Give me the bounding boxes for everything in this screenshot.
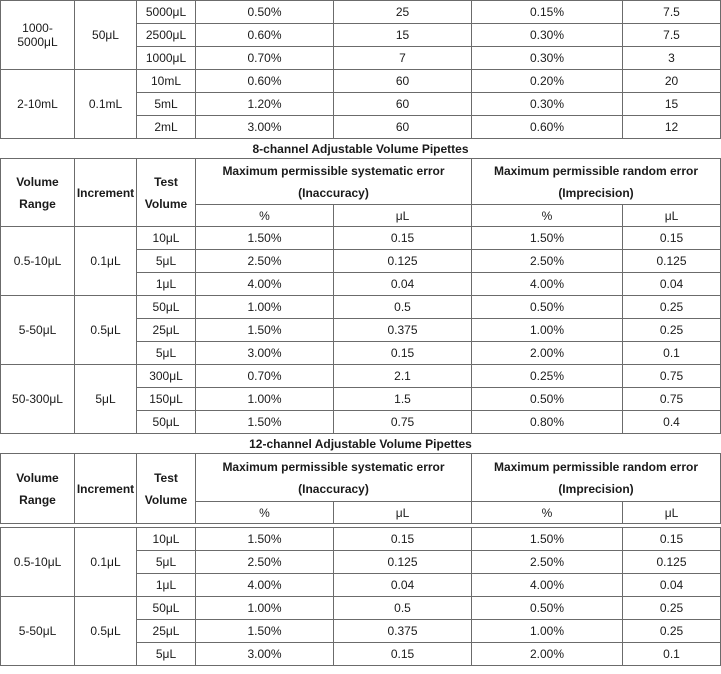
random-ul-cell: 0.1 (623, 643, 721, 666)
volume-range-cell: 0.5-10μL (1, 528, 75, 597)
random-percent-cell: 0.20% (472, 70, 623, 93)
systematic-ul-cell: 25 (334, 1, 472, 24)
section-title-row (1, 434, 721, 454)
random-ul-cell: 0.25 (623, 296, 721, 319)
random-percent-cell: 1.00% (472, 319, 623, 342)
test-volume-cell: 5μL (137, 551, 196, 574)
percent-unit-header: % (472, 205, 623, 227)
ul-unit-header: μL (623, 502, 721, 524)
increment-cell: 50μL (75, 1, 137, 70)
systematic-error-header: Maximum permissible systematic error (Inaccuracy) (196, 454, 472, 502)
random-ul-cell: 15 (623, 93, 721, 116)
systematic-ul-cell: 0.15 (334, 643, 472, 666)
systematic-ul-cell: 60 (334, 93, 472, 116)
ul-unit-header: μL (334, 502, 472, 524)
test-volume-cell: 5μL (137, 342, 196, 365)
systematic-percent-cell: 1.50% (196, 227, 334, 250)
test-volume-cell: 150μL (137, 388, 196, 411)
systematic-percent-cell: 3.00% (196, 116, 334, 139)
random-percent-cell: 4.00% (472, 574, 623, 597)
systematic-ul-cell: 0.125 (334, 551, 472, 574)
systematic-percent-cell: 1.00% (196, 597, 334, 620)
increment-cell: 0.1μL (75, 227, 137, 296)
test-volume-cell: 10μL (137, 227, 196, 250)
random-ul-cell: 0.125 (623, 551, 721, 574)
test-volume-header: Test Volume (137, 454, 196, 524)
random-ul-cell: 0.15 (623, 528, 721, 551)
table-row (1, 1, 721, 24)
systematic-percent-cell: 1.50% (196, 620, 334, 643)
random-ul-cell: 7.5 (623, 1, 721, 24)
section-title-row (1, 139, 721, 159)
systematic-ul-cell: 0.5 (334, 296, 472, 319)
increment-cell: 0.1mL (75, 70, 137, 139)
random-ul-cell: 20 (623, 70, 721, 93)
random-ul-cell: 7.5 (623, 24, 721, 47)
ul-unit-header: μL (334, 205, 472, 227)
systematic-ul-cell: 15 (334, 24, 472, 47)
systematic-percent-cell: 4.00% (196, 574, 334, 597)
test-volume-cell: 2mL (137, 116, 196, 139)
volume-range-cell: 5-50μL (1, 597, 75, 666)
percent-unit-header: % (196, 205, 334, 227)
test-volume-cell: 50μL (137, 411, 196, 434)
random-ul-cell: 0.25 (623, 620, 721, 643)
increment-cell: 5μL (75, 365, 137, 434)
test-volume-cell: 10mL (137, 70, 196, 93)
random-percent-cell: 2.50% (472, 551, 623, 574)
random-percent-cell: 2.50% (472, 250, 623, 273)
random-ul-cell: 0.04 (623, 273, 721, 296)
random-error-header: Maximum permissible random error (Imprecision) (472, 159, 721, 205)
systematic-percent-cell: 3.00% (196, 342, 334, 365)
test-volume-cell: 50μL (137, 296, 196, 319)
test-volume-cell: 1μL (137, 574, 196, 597)
systematic-ul-cell: 60 (334, 70, 472, 93)
random-ul-cell: 0.04 (623, 574, 721, 597)
systematic-ul-cell: 0.15 (334, 227, 472, 250)
table-row (1, 597, 721, 620)
random-percent-cell: 1.00% (472, 620, 623, 643)
random-ul-cell: 0.125 (623, 250, 721, 273)
systematic-ul-cell: 0.75 (334, 411, 472, 434)
random-ul-cell: 0.75 (623, 365, 721, 388)
systematic-ul-cell: 1.5 (334, 388, 472, 411)
volume-range-cell: 1000- 5000μL (1, 1, 75, 70)
random-percent-cell: 0.60% (472, 116, 623, 139)
table-body (1, 1, 721, 666)
systematic-percent-cell: 0.60% (196, 70, 334, 93)
volume-range-header: Volume Range (1, 454, 75, 524)
systematic-error-header: Maximum permissible systematic error (Inaccuracy) (196, 159, 472, 205)
systematic-percent-cell: 1.00% (196, 388, 334, 411)
systematic-ul-cell: 0.5 (334, 597, 472, 620)
section-title: 12-channel Adjustable Volume Pipettes (1, 434, 721, 454)
random-percent-cell: 0.50% (472, 388, 623, 411)
systematic-percent-cell: 0.50% (196, 1, 334, 24)
table-row (1, 70, 721, 93)
volume-range-cell: 5-50μL (1, 296, 75, 365)
systematic-ul-cell: 7 (334, 47, 472, 70)
systematic-ul-cell: 0.375 (334, 620, 472, 643)
increment-header: Increment (75, 159, 137, 227)
systematic-percent-cell: 0.60% (196, 24, 334, 47)
systematic-percent-cell: 4.00% (196, 273, 334, 296)
random-ul-cell: 0.75 (623, 388, 721, 411)
test-volume-cell: 25μL (137, 319, 196, 342)
systematic-ul-cell: 0.04 (334, 273, 472, 296)
random-ul-cell: 0.25 (623, 319, 721, 342)
systematic-ul-cell: 2.1 (334, 365, 472, 388)
test-volume-cell: 5mL (137, 93, 196, 116)
random-percent-cell: 0.50% (472, 597, 623, 620)
systematic-percent-cell: 2.50% (196, 551, 334, 574)
volume-range-header: Volume Range (1, 159, 75, 227)
systematic-ul-cell: 0.15 (334, 342, 472, 365)
test-volume-cell: 10μL (137, 528, 196, 551)
test-volume-cell: 300μL (137, 365, 196, 388)
ul-unit-header: μL (623, 205, 721, 227)
table-row (1, 365, 721, 388)
systematic-percent-cell: 2.50% (196, 250, 334, 273)
systematic-percent-cell: 1.20% (196, 93, 334, 116)
section-title: 8-channel Adjustable Volume Pipettes (1, 139, 721, 159)
systematic-percent-cell: 1.00% (196, 296, 334, 319)
table-row (1, 528, 721, 551)
percent-unit-header: % (472, 502, 623, 524)
increment-cell: 0.5μL (75, 296, 137, 365)
systematic-ul-cell: 0.15 (334, 528, 472, 551)
systematic-ul-cell: 0.375 (334, 319, 472, 342)
test-volume-cell: 1000μL (137, 47, 196, 70)
table-row (1, 227, 721, 250)
random-ul-cell: 0.1 (623, 342, 721, 365)
systematic-percent-cell: 1.50% (196, 411, 334, 434)
test-volume-cell: 50μL (137, 597, 196, 620)
test-volume-cell: 25μL (137, 620, 196, 643)
random-percent-cell: 1.50% (472, 227, 623, 250)
increment-header: Increment (75, 454, 137, 524)
test-volume-cell: 1μL (137, 273, 196, 296)
random-ul-cell: 0.4 (623, 411, 721, 434)
random-error-header: Maximum permissible random error (Imprecision) (472, 454, 721, 502)
systematic-percent-cell: 1.50% (196, 528, 334, 551)
test-volume-cell: 5000μL (137, 1, 196, 24)
random-percent-cell: 2.00% (472, 643, 623, 666)
random-percent-cell: 2.00% (472, 342, 623, 365)
random-percent-cell: 1.50% (472, 528, 623, 551)
random-percent-cell: 0.25% (472, 365, 623, 388)
increment-cell: 0.1μL (75, 528, 137, 597)
systematic-ul-cell: 0.04 (334, 574, 472, 597)
systematic-ul-cell: 60 (334, 116, 472, 139)
systematic-ul-cell: 0.125 (334, 250, 472, 273)
test-volume-header: Test Volume (137, 159, 196, 227)
table-row (1, 296, 721, 319)
random-percent-cell: 0.30% (472, 47, 623, 70)
test-volume-cell: 2500μL (137, 24, 196, 47)
random-percent-cell: 0.30% (472, 93, 623, 116)
volume-range-cell: 50-300μL (1, 365, 75, 434)
systematic-percent-cell: 0.70% (196, 365, 334, 388)
test-volume-cell: 5μL (137, 250, 196, 273)
volume-range-cell: 2-10mL (1, 70, 75, 139)
random-ul-cell: 0.15 (623, 227, 721, 250)
systematic-percent-cell: 0.70% (196, 47, 334, 70)
test-volume-cell: 5μL (137, 643, 196, 666)
increment-cell: 0.5μL (75, 597, 137, 666)
random-percent-cell: 0.50% (472, 296, 623, 319)
random-ul-cell: 3 (623, 47, 721, 70)
header-row (1, 454, 721, 502)
random-percent-cell: 4.00% (472, 273, 623, 296)
volume-range-cell: 0.5-10μL (1, 227, 75, 296)
percent-unit-header: % (196, 502, 334, 524)
systematic-percent-cell: 3.00% (196, 643, 334, 666)
random-ul-cell: 12 (623, 116, 721, 139)
random-ul-cell: 0.25 (623, 597, 721, 620)
random-percent-cell: 0.80% (472, 411, 623, 434)
systematic-percent-cell: 1.50% (196, 319, 334, 342)
random-percent-cell: 0.15% (472, 1, 623, 24)
header-row (1, 159, 721, 205)
random-percent-cell: 0.30% (472, 24, 623, 47)
